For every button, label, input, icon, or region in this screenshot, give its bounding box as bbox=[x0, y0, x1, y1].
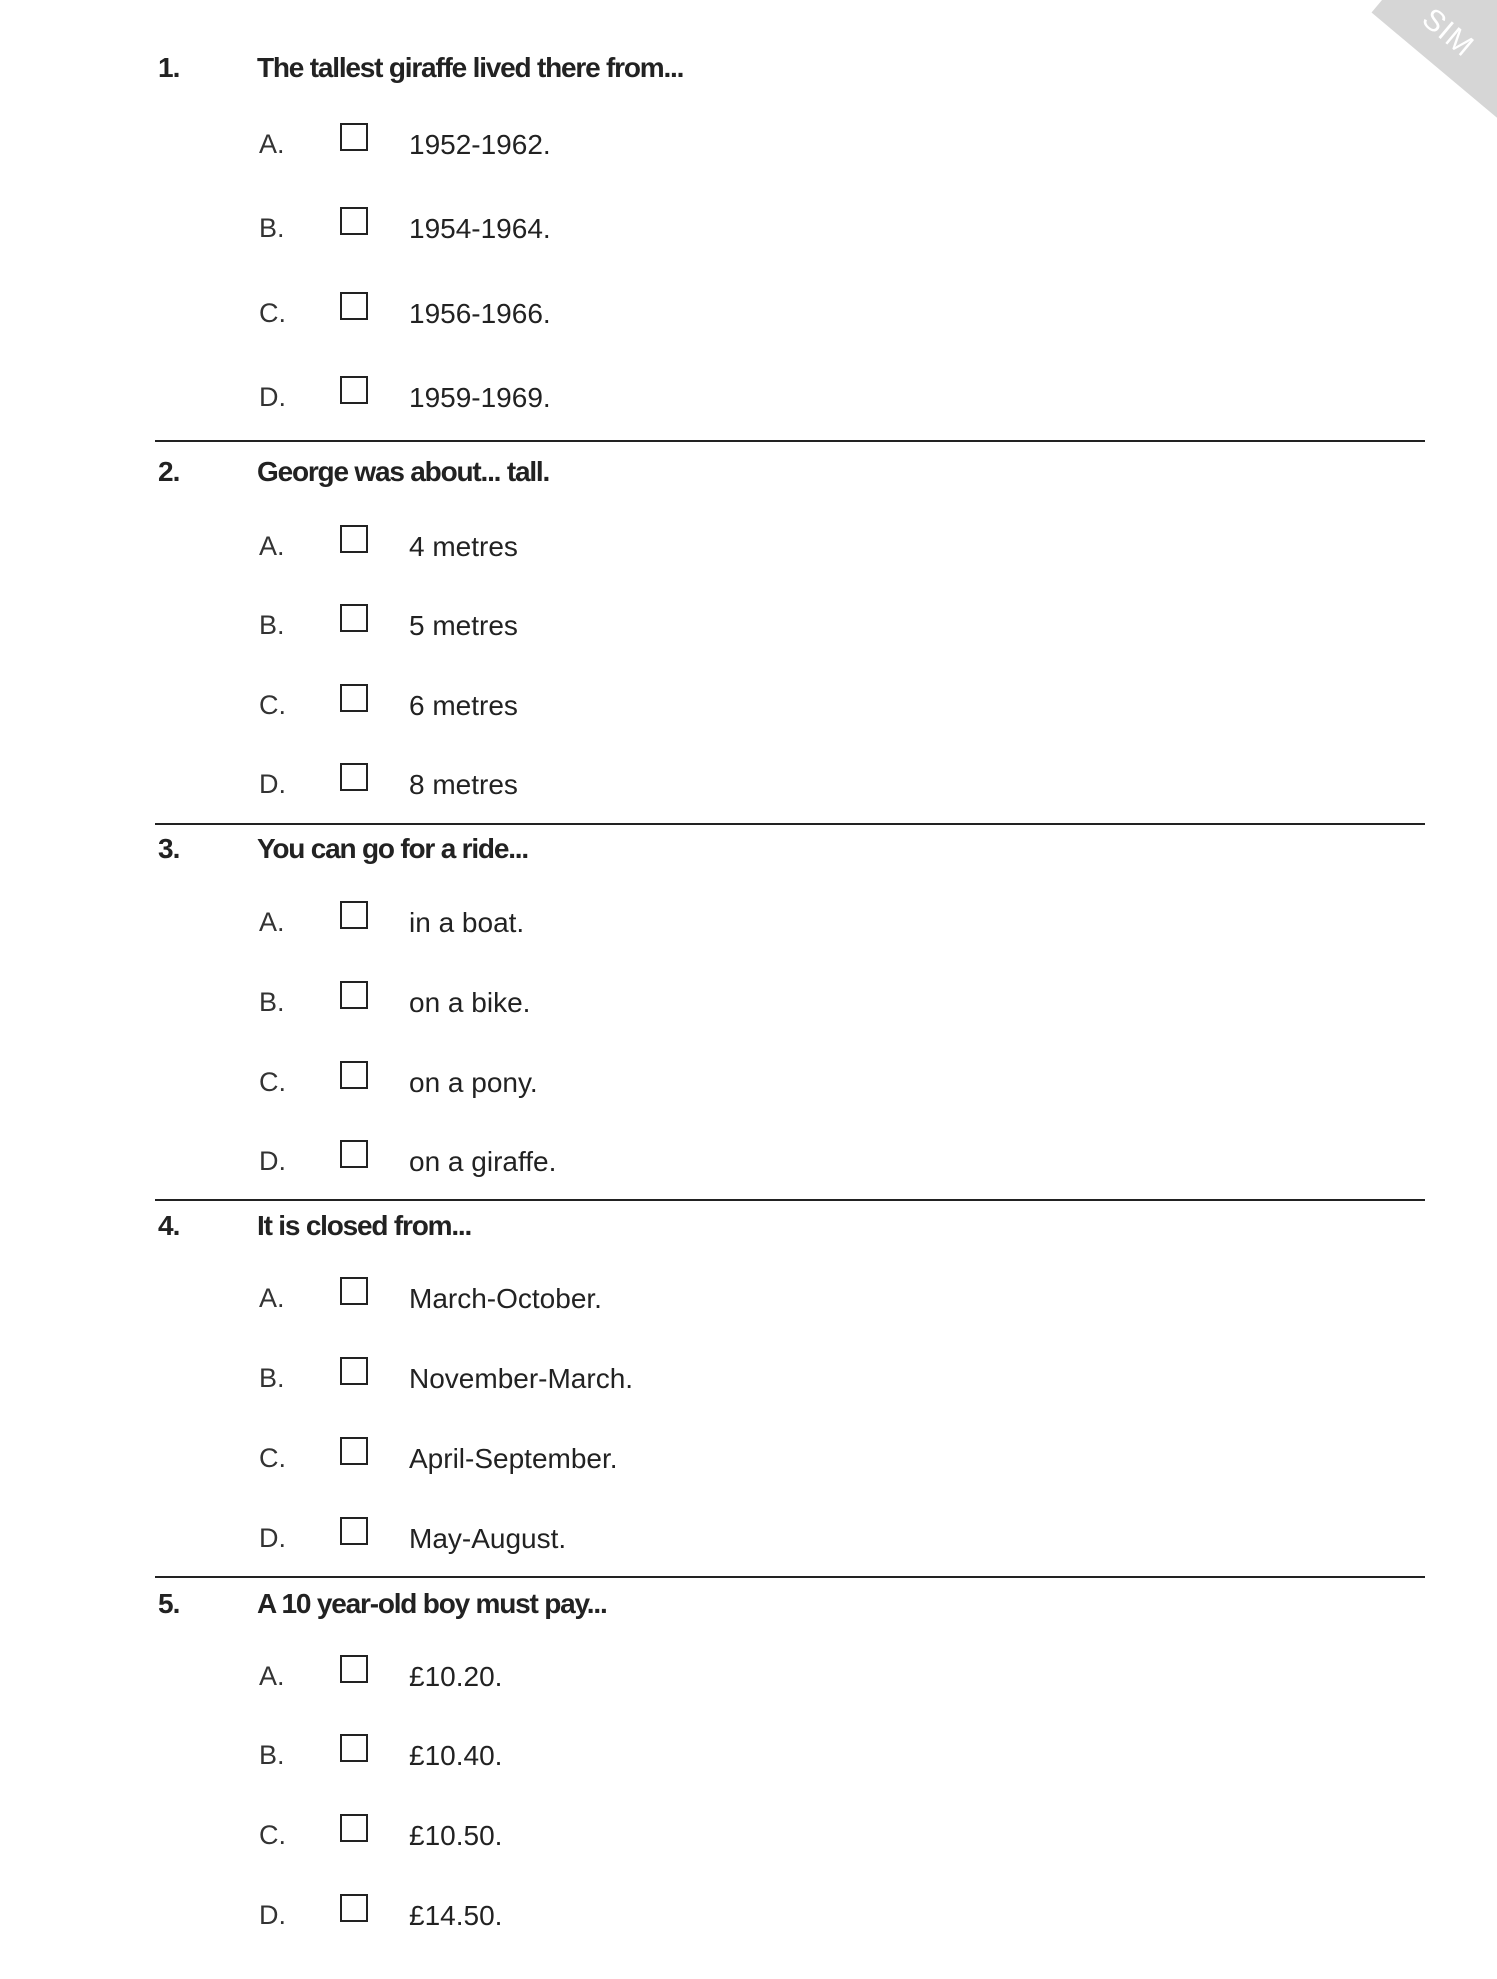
option-text: April-September. bbox=[409, 1443, 618, 1474]
option-letter: B. bbox=[259, 213, 285, 243]
question-text: George was about... tall. bbox=[257, 456, 550, 487]
answer-checkbox[interactable] bbox=[340, 1277, 368, 1305]
option-letter: C. bbox=[259, 1820, 286, 1850]
option-letter: D. bbox=[259, 1146, 286, 1176]
option-letter: D. bbox=[259, 382, 286, 412]
question-number: 5. bbox=[158, 1588, 180, 1619]
option-text: 8 metres bbox=[409, 769, 518, 800]
section-divider bbox=[155, 823, 1425, 825]
answer-checkbox[interactable] bbox=[340, 1655, 368, 1683]
option-3d bbox=[0, 1146, 1497, 1186]
option-5d bbox=[0, 1900, 1497, 1940]
option-text: £14.50. bbox=[409, 1900, 503, 1931]
option-text: 5 metres bbox=[409, 610, 518, 641]
option-text: March-October. bbox=[409, 1283, 602, 1314]
answer-checkbox[interactable] bbox=[340, 376, 368, 404]
question-text: You can go for a ride... bbox=[257, 833, 528, 864]
option-letter: A. bbox=[259, 907, 285, 937]
question-text: It is closed from... bbox=[257, 1210, 472, 1241]
answer-checkbox[interactable] bbox=[340, 763, 368, 791]
option-letter: A. bbox=[259, 531, 285, 561]
option-text: 4 metres bbox=[409, 531, 518, 562]
option-text: on a pony. bbox=[409, 1067, 538, 1098]
option-1d bbox=[0, 382, 1497, 422]
option-letter: D. bbox=[259, 769, 286, 799]
option-letter: D. bbox=[259, 1523, 286, 1553]
option-4d bbox=[0, 1523, 1497, 1563]
option-1a bbox=[0, 129, 1497, 169]
option-text: on a bike. bbox=[409, 987, 531, 1018]
option-letter: B. bbox=[259, 987, 285, 1017]
option-text: in a boat. bbox=[409, 907, 525, 938]
option-text: 6 metres bbox=[409, 690, 518, 721]
option-letter: A. bbox=[259, 129, 285, 159]
option-letter: A. bbox=[259, 1283, 285, 1313]
option-letter: C. bbox=[259, 1067, 286, 1097]
question-number: 3. bbox=[158, 833, 180, 864]
answer-checkbox[interactable] bbox=[340, 1437, 368, 1465]
option-text: £10.40. bbox=[409, 1740, 503, 1771]
option-letter: D. bbox=[259, 1900, 286, 1930]
answer-checkbox[interactable] bbox=[340, 604, 368, 632]
option-3b bbox=[0, 987, 1497, 1027]
option-2a bbox=[0, 531, 1497, 571]
option-letter: C. bbox=[259, 1443, 286, 1473]
option-text: £10.20. bbox=[409, 1661, 503, 1692]
answer-checkbox[interactable] bbox=[340, 901, 368, 929]
question-number: 1. bbox=[158, 52, 180, 83]
section-divider bbox=[155, 1576, 1425, 1578]
option-text: 1956-1966. bbox=[409, 298, 551, 329]
option-3a bbox=[0, 907, 1497, 947]
option-text: 1954-1964. bbox=[409, 213, 551, 244]
option-2c bbox=[0, 690, 1497, 730]
option-4a bbox=[0, 1283, 1497, 1323]
question-number: 2. bbox=[158, 456, 180, 487]
option-text: on a giraffe. bbox=[409, 1146, 557, 1177]
answer-checkbox[interactable] bbox=[340, 123, 368, 151]
answer-checkbox[interactable] bbox=[340, 981, 368, 1009]
answer-checkbox[interactable] bbox=[340, 292, 368, 320]
option-5b bbox=[0, 1740, 1497, 1780]
option-5a bbox=[0, 1661, 1497, 1701]
option-4b bbox=[0, 1363, 1497, 1403]
section-divider bbox=[155, 1199, 1425, 1201]
answer-checkbox[interactable] bbox=[340, 1814, 368, 1842]
option-5c bbox=[0, 1820, 1497, 1860]
section-divider bbox=[155, 440, 1425, 442]
option-3c bbox=[0, 1067, 1497, 1107]
answer-checkbox[interactable] bbox=[340, 1061, 368, 1089]
answer-checkbox[interactable] bbox=[340, 1140, 368, 1168]
option-text: 1952-1962. bbox=[409, 129, 551, 160]
answer-checkbox[interactable] bbox=[340, 1517, 368, 1545]
corner-banner-label: SIM bbox=[1415, 2, 1480, 64]
option-letter: A. bbox=[259, 1661, 285, 1691]
option-text: 1959-1969. bbox=[409, 382, 551, 413]
option-letter: C. bbox=[259, 298, 286, 328]
option-text: May-August. bbox=[409, 1523, 567, 1554]
option-letter: B. bbox=[259, 610, 285, 640]
option-text: £10.50. bbox=[409, 1820, 503, 1851]
answer-checkbox[interactable] bbox=[340, 1357, 368, 1385]
answer-checkbox[interactable] bbox=[340, 525, 368, 553]
option-4c bbox=[0, 1443, 1497, 1483]
question-text: A 10 year-old boy must pay... bbox=[257, 1588, 607, 1619]
answer-checkbox[interactable] bbox=[340, 1894, 368, 1922]
option-text: November-March. bbox=[409, 1363, 634, 1394]
option-2b bbox=[0, 610, 1497, 650]
option-1c bbox=[0, 298, 1497, 338]
answer-checkbox[interactable] bbox=[340, 684, 368, 712]
option-2d bbox=[0, 769, 1497, 809]
option-letter: C. bbox=[259, 690, 286, 720]
question-number: 4. bbox=[158, 1210, 180, 1241]
answer-checkbox[interactable] bbox=[340, 1734, 368, 1762]
answer-checkbox[interactable] bbox=[340, 207, 368, 235]
option-letter: B. bbox=[259, 1740, 285, 1770]
option-1b bbox=[0, 213, 1497, 253]
option-letter: B. bbox=[259, 1363, 285, 1393]
question-text: The tallest giraffe lived there from... bbox=[257, 52, 684, 83]
